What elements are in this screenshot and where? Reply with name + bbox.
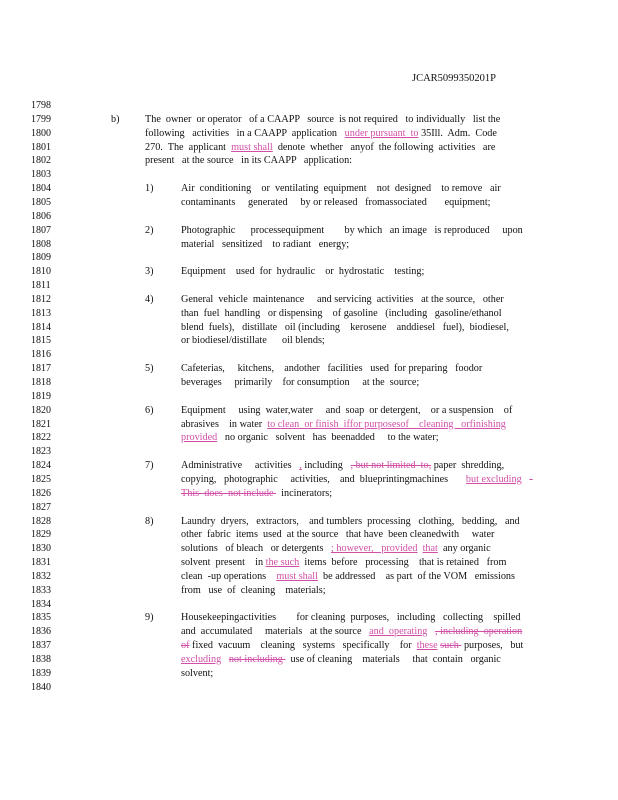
inserted-text: and operating xyxy=(369,626,428,638)
line-number: 1803 xyxy=(31,169,51,181)
text-line xyxy=(181,225,523,237)
text-line xyxy=(181,626,522,638)
text-line xyxy=(181,488,332,500)
text-line xyxy=(181,460,504,472)
line-number: 1826 xyxy=(31,487,51,499)
text-run xyxy=(427,626,435,637)
line-number: 1827 xyxy=(31,501,51,513)
inserted-text: must shall xyxy=(231,141,273,153)
text-run: no organic solvent has beenadded to the water; xyxy=(217,432,439,444)
text-line xyxy=(181,183,501,195)
text-run: and accumulated materials at the source xyxy=(181,626,370,638)
text-run: from use of cleaning materials; xyxy=(181,584,326,596)
inserted-text: excluding xyxy=(181,654,222,665)
line-number: 1818 xyxy=(31,377,51,388)
text-line xyxy=(181,668,213,680)
text-run: or biodiesel/distillate oil blends; xyxy=(181,335,325,347)
text-run: Laundry dryers, extractors, and tumblers processing clothing, bedding, and xyxy=(181,515,520,527)
line-number: 1808 xyxy=(31,238,51,250)
line-number: 1840 xyxy=(31,681,51,693)
text-line xyxy=(181,432,439,444)
text-line xyxy=(181,516,520,528)
text-run: Equipment used for hydraulic or hydrostatic testing; xyxy=(181,266,425,278)
list-marker: b) xyxy=(111,113,120,125)
text-line xyxy=(181,294,504,306)
line-number: 1821 xyxy=(31,418,51,430)
text-run: solvent; xyxy=(181,667,214,679)
list-marker: 5) xyxy=(145,363,154,375)
text-line xyxy=(181,474,533,486)
line-number: 1822 xyxy=(31,432,51,444)
line-number: 1828 xyxy=(31,515,51,527)
list-marker: 9) xyxy=(145,612,154,624)
text-run: 270. The applicant xyxy=(145,141,232,153)
line-number: 1836 xyxy=(31,626,51,638)
inserted-text: the such xyxy=(265,557,300,569)
line-number: 1833 xyxy=(31,584,51,596)
inserted-text: to clean or finish iffor purposesof cleaning orfinishing xyxy=(267,418,506,430)
list-marker: 2) xyxy=(145,224,154,236)
text-line xyxy=(181,585,326,597)
text-run: other fabric items used at the source that have been cleanedwith water xyxy=(181,529,495,541)
list-marker: 1) xyxy=(145,183,154,195)
text-run: contaminants generated by or released fromassociated equipment; xyxy=(181,196,491,208)
text-line xyxy=(145,142,495,154)
text-run: solutions of bleach or detergents xyxy=(181,543,332,555)
line-number: 1813 xyxy=(31,307,51,319)
line-number: 1834 xyxy=(31,598,51,610)
text-run: following activities in a CAAPP application xyxy=(145,127,345,139)
inserted-text: ; however, provided xyxy=(331,543,418,555)
inserted-text: , xyxy=(299,460,302,472)
text-run: be addressed as part of the VOM emissions xyxy=(317,570,515,582)
text-run: incinerators; xyxy=(276,487,333,499)
text-run: items before processing that is retained from xyxy=(299,557,507,569)
line-number: 1806 xyxy=(31,210,51,222)
text-run: Air conditioning or ventilating equipment not designed to remove air xyxy=(181,183,501,195)
text-run: Cafeterias, kitchens, andother facilities used for preparing foodor xyxy=(181,363,483,375)
line-number: 1839 xyxy=(31,667,51,679)
line-number: 1817 xyxy=(31,363,51,375)
deleted-text: , but not limited to, xyxy=(350,460,432,472)
line-number: 1800 xyxy=(31,127,51,139)
text-run: fixed vacuum cleaning systems specifically for xyxy=(189,640,417,652)
line-number: 1829 xyxy=(31,529,51,541)
text-line xyxy=(181,612,521,624)
line-number: 1835 xyxy=(31,612,51,624)
text-run: blend fuels), distillate oil (including kerosene anddiesel fuel), biodiesel, xyxy=(181,321,509,333)
text-line xyxy=(181,308,502,320)
text-line xyxy=(181,640,523,652)
text-run: any organic xyxy=(437,543,491,555)
line-number: 1811 xyxy=(31,280,51,292)
line-number: 1838 xyxy=(31,654,51,665)
text-run: paper shredding, xyxy=(431,460,505,472)
deleted-text: This does not include xyxy=(181,487,277,499)
list-marker: 8) xyxy=(145,515,154,527)
list-marker: 6) xyxy=(145,404,154,416)
text-run: Equipment using water,water and soap or detergent, or a suspension of xyxy=(181,404,513,416)
text-line xyxy=(181,557,506,569)
text-line xyxy=(181,322,509,334)
inserted-text: under pursuant to xyxy=(344,127,419,139)
line-number: 1815 xyxy=(31,335,51,347)
text-line xyxy=(181,377,419,389)
text-run: material sensitized to radiant energy; xyxy=(181,238,350,250)
line-number: 1805 xyxy=(31,196,51,208)
text-line xyxy=(145,155,352,167)
line-number: 1837 xyxy=(31,640,51,652)
line-number: 1812 xyxy=(31,293,51,305)
text-run: present at the source in its CAAPP application: xyxy=(145,155,353,167)
text-run xyxy=(221,654,229,665)
text-line xyxy=(181,197,491,209)
text-line xyxy=(145,114,500,126)
text-line xyxy=(181,239,349,251)
line-number: 1832 xyxy=(31,570,51,582)
line-number: 1831 xyxy=(31,557,51,569)
line-number: 1823 xyxy=(31,446,51,458)
text-run: use of cleaning materials that contain organic xyxy=(285,654,501,665)
line-number: 1810 xyxy=(31,266,51,278)
text-run: abrasives in water xyxy=(181,418,268,430)
text-line xyxy=(181,654,501,666)
line-number: 1799 xyxy=(31,113,51,125)
text-run: including xyxy=(301,460,351,472)
list-marker: 3) xyxy=(145,266,154,278)
text-line xyxy=(181,571,515,583)
deleted-text: of xyxy=(181,640,190,652)
text-line xyxy=(181,335,325,347)
line-number: 1825 xyxy=(31,473,51,485)
text-run: Photographic processequipment by which an image is reproduced upon xyxy=(181,224,523,236)
line-number: 1830 xyxy=(31,543,51,555)
inserted-text: must shall xyxy=(276,570,318,582)
text-line xyxy=(181,419,506,431)
line-number: 1819 xyxy=(31,390,51,402)
line-number: 1804 xyxy=(31,183,51,195)
deleted-text: not including xyxy=(228,654,286,665)
line-number: 1816 xyxy=(31,349,51,361)
line-number: 1798 xyxy=(31,100,51,111)
line-number: 1820 xyxy=(31,404,51,416)
text-run: solvent present in xyxy=(181,557,266,569)
text-run: General vehicle maintenance and servicing activities at the source, other xyxy=(181,293,504,305)
deleted-text: such xyxy=(440,640,462,652)
text-run: purposes, but xyxy=(461,640,524,652)
line-number: 1802 xyxy=(31,155,51,167)
list-marker: 7) xyxy=(145,460,154,472)
text-run: beverages primarily for consumption at the source; xyxy=(181,377,420,388)
text-line xyxy=(181,405,512,417)
line-number: 1801 xyxy=(31,141,51,153)
line-number: 1824 xyxy=(31,460,51,472)
text-line xyxy=(181,266,424,278)
deleted-text: , including operation xyxy=(435,626,523,638)
text-line xyxy=(181,543,491,555)
deleted-text: - xyxy=(529,473,533,485)
list-marker: 4) xyxy=(145,293,154,305)
text-line xyxy=(181,529,494,541)
inserted-text: these xyxy=(416,640,438,652)
text-run: The owner or operator of a CAAPP source is not required to individually list the xyxy=(145,113,501,125)
inserted-text: that xyxy=(422,543,438,555)
inserted-text: but excluding xyxy=(465,473,522,485)
inserted-text: provided xyxy=(181,432,218,444)
text-run: 35Ill. Adm. Code xyxy=(418,127,497,139)
text-line xyxy=(145,128,497,140)
text-run: than fuel handling or dispensing of gasoline (including gasoline/ethanol xyxy=(181,307,502,319)
line-number: 1809 xyxy=(31,252,51,264)
line-number: 1807 xyxy=(31,224,51,236)
line-number: 1814 xyxy=(31,321,51,333)
text-run: denote whether anyof the following activities are xyxy=(272,141,496,153)
text-run: Administrative activities xyxy=(181,460,300,472)
text-run: copying, photographic activities, and blueprintingmachines xyxy=(181,473,466,485)
text-run: Housekeepingactivities for cleaning purposes, including collecting spilled xyxy=(181,612,521,624)
document-id: JCAR5099350201P xyxy=(412,73,497,84)
text-line xyxy=(181,363,482,375)
text-run: clean -up operations xyxy=(181,570,277,582)
